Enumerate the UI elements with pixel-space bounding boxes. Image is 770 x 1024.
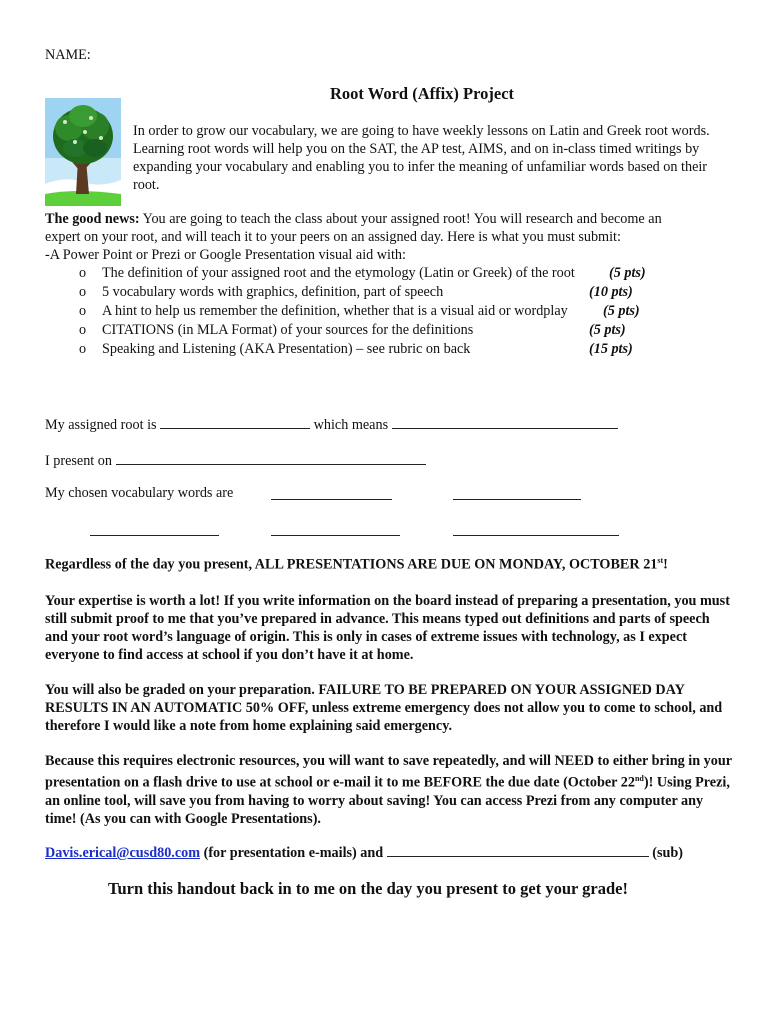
- electronic-paragraph: [45, 752, 735, 828]
- bullet-marker: o: [79, 322, 87, 338]
- bullet-points: (5 pts): [609, 265, 646, 281]
- bullet-text: The definition of your assigned root and the etymology (Latin or Greek) of the root: [102, 265, 575, 281]
- email-row: [45, 842, 683, 862]
- page-title: Root Word (Affix) Project: [330, 84, 515, 103]
- bullet-marker: o: [79, 341, 87, 357]
- assigned-root-label: My assigned root is: [45, 417, 157, 433]
- bullet-text: Speaking and Listening (AKA Presentation) – see rubric on back: [102, 341, 471, 357]
- due-date-text: Regardless of the day you present, ALL PRESENTATIONS ARE DUE ON MONDAY, OCTOBER 21: [45, 556, 658, 573]
- bullet-points: (5 pts): [589, 322, 626, 338]
- vocab-words-label: My chosen vocabulary words are: [45, 485, 234, 501]
- vocab-word-blank-4[interactable]: [271, 521, 400, 536]
- intro-paragraph: In order to grow our vocabulary, we are going to have weekly lessons on Latin and Greek root words. Learning root words will help you on the SAT, the AP test, AIMS, and on in-class timed writings by expanding your vocabulary and enabling you to infer the meaning of unfamiliar words based on their root.: [133, 123, 710, 193]
- tree-image: [45, 98, 121, 206]
- good-news-line-1: [45, 211, 662, 228]
- bullet-text: 5 vocabulary words with graphics, definition, part of speech: [102, 284, 444, 300]
- bullet-text: A hint to help us remember the definition, whether that is a visual aid or wordplay: [102, 303, 568, 319]
- good-news-line-3: -A Power Point or Prezi or Google Presentation visual aid with:: [45, 247, 406, 263]
- electronic-suffix: nd: [634, 774, 644, 783]
- bullet-points: (10 pts): [589, 284, 633, 300]
- assigned-root-row: [45, 414, 618, 434]
- which-means-label: which means: [313, 417, 389, 433]
- bullet-marker: o: [79, 284, 87, 300]
- good-news-text-1: You are going to teach the class about your assigned root! You will research and become an: [139, 211, 662, 227]
- root-meaning-blank[interactable]: [392, 414, 618, 429]
- sub-email-blank[interactable]: [387, 842, 649, 857]
- present-date-blank[interactable]: [116, 450, 426, 465]
- electronic-text-2: )! Using Prezi, an online tool, will save you from having to worry about saving! You can access Prezi from any computer any time! (As you can with Google Presentations).: [45, 774, 730, 827]
- vocab-word-blank-5[interactable]: [453, 521, 619, 536]
- good-news-line-2: expert on your root, and will teach it to your peers on an assigned day. Here is what you must submit:: [45, 229, 621, 245]
- electronic-text-1: Because this requires electronic resources, you will want to save repeatedly, and will NEED to either bring in your presentation on a flash drive to use at school or e-mail it to me BEFORE the due date (October 22: [45, 753, 732, 791]
- sub-label: (sub): [652, 845, 684, 861]
- present-on-label: I present on: [45, 453, 112, 469]
- assigned-root-blank[interactable]: [160, 414, 310, 429]
- expertise-paragraph: Your expertise is worth a lot! If you write information on the board instead of preparing a presentation, you must still submit proof to me that you’ve prepared in advance. This means typed out definitions and parts of speech and your root word’s language of origin. This is only in cases of extreme issues with technology, as I expect everyone to find access at school if you don’t have it at home.: [45, 593, 730, 663]
- graded-paragraph: You will also be graded on your preparation. FAILURE TO BE PREPARED ON YOUR ASSIGNED DAY RESULTS IN AN AUTOMATIC 50% OFF, unless extreme emergency does not allow you to come to school, and therefore I would like a note from home explaining said emergency.: [45, 682, 723, 734]
- vocab-words-row: [45, 485, 233, 502]
- bullet-text: CITATIONS (in MLA Format) of your sources for the definitions: [102, 322, 474, 338]
- present-on-row: [45, 450, 426, 470]
- due-date-suffix: st: [657, 556, 664, 565]
- bullet-points: (15 pts): [589, 341, 633, 357]
- bullet-points: (5 pts): [603, 303, 640, 319]
- good-news-label: The good news:: [45, 211, 140, 227]
- email-link[interactable]: Davis.erical@cusd80.com: [45, 845, 201, 861]
- bullet-marker: o: [79, 303, 87, 319]
- vocab-word-blank-1[interactable]: [271, 485, 392, 500]
- email-text: (for presentation e-mails) and: [200, 845, 384, 861]
- vocab-word-blank-3[interactable]: [90, 521, 219, 536]
- vocab-word-blank-2[interactable]: [453, 485, 581, 500]
- closing-instruction: Turn this handout back in to me on the day you present to get your grade!: [108, 879, 628, 898]
- due-date-end: !: [663, 556, 668, 573]
- name-label: NAME:: [45, 47, 91, 63]
- bullet-marker: o: [79, 265, 87, 281]
- due-date-notice: [45, 556, 668, 574]
